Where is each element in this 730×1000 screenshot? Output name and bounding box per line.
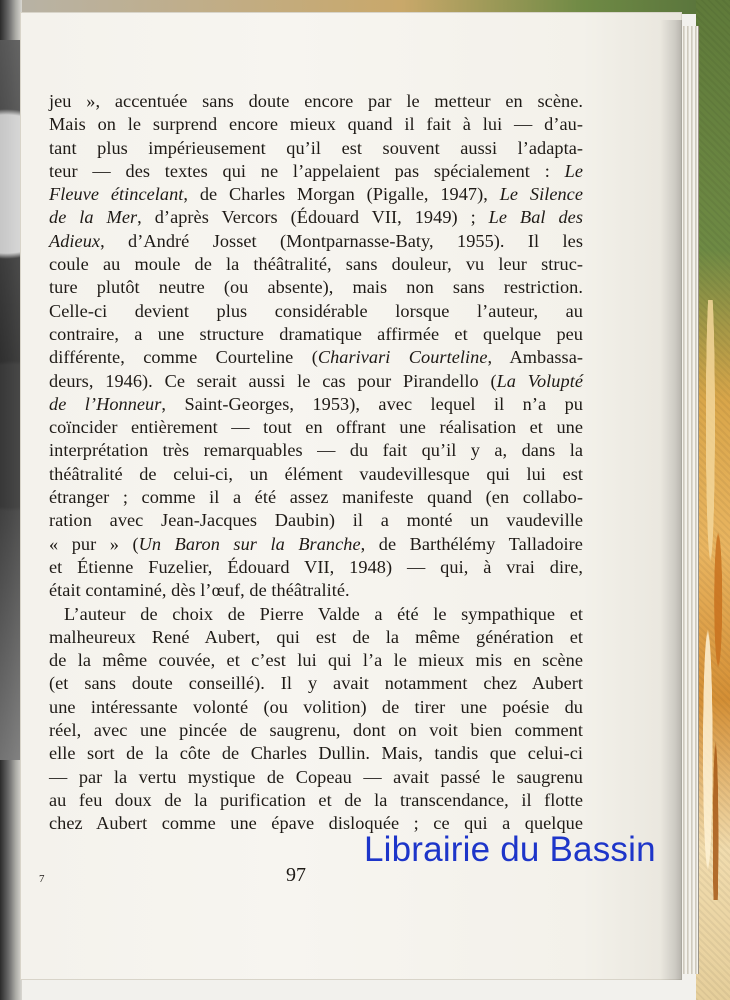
text-line: de la même couvée, et c’est lui qui l’a le mieux mis en scène xyxy=(49,650,583,671)
text-line: « pur » (Un Baron sur la Branche, de Barthélémy Talladoire xyxy=(49,533,583,554)
facing-page-edge xyxy=(0,0,22,1000)
signature-mark: 7 xyxy=(39,873,45,885)
gutter-shadow xyxy=(660,20,682,980)
text-line: contraire, a une structure dramatique affirmée et quelque peu xyxy=(49,323,583,344)
text-line: Adieux, d’André Josset (Montparnasse-Baty, 1955). Il les xyxy=(49,230,583,251)
text-line: L’auteur de choix de Pierre Valde a été le sympathique et xyxy=(64,603,583,624)
text-line: Celle-ci devient plus considérable lorsque l’auteur, au xyxy=(49,300,583,321)
text-line: Mais on le surprend encore mieux quand il fait à lui — d’au- xyxy=(49,114,583,135)
text-line: Fleuve étincelant, de Charles Morgan (Pigalle, 1947), Le Silence xyxy=(49,184,584,205)
text-line: ture plutôt neutre (ou absente), mais non sans restriction. xyxy=(49,277,583,298)
page-number: 97 xyxy=(286,864,306,886)
text-line: malheureux René Aubert, qui est de la même génération et xyxy=(49,626,583,647)
text-line: étranger ; comme il a été assez manifeste quand (en collabo- xyxy=(49,487,583,508)
text-line: coïncider entièrement — tout en offrant une réalisation et une xyxy=(49,417,583,438)
page-text-block xyxy=(49,90,583,836)
text-line: au feu doux de la purification et de la transcendance, il flotte xyxy=(49,789,583,810)
watermark-text: Librairie du Bassin xyxy=(364,830,656,869)
text-line: était contaminé, dès l’œuf, de théâtralité. xyxy=(49,580,350,601)
text-line: de l’Honneur, Saint-Georges, 1953), avec lequel il n’a pu xyxy=(49,393,583,414)
facing-page-photo xyxy=(0,40,20,760)
text-line: et Étienne Fuzelier, Édouard VII, 1948) — qui, à vrai dire, xyxy=(49,556,583,577)
text-line: interprétation très remarquables — du fait qu’il y a, dans la xyxy=(49,440,583,461)
text-line: teur — des textes qui ne l’appelaient pas spécialement : Le xyxy=(49,160,583,181)
text-line: réel, avec une pincée de saugrenu, dont on voit bien comment xyxy=(49,720,583,741)
text-line: une intéressante volonté (ou volition) de tirer une poésie du xyxy=(49,696,583,717)
text-line: coule au moule de la théâtralité, sans douleur, vu leur struc- xyxy=(49,254,583,275)
text-line: — par la vertu mystique de Copeau — avait passé le saugrenu xyxy=(49,766,583,787)
text-line: chez Aubert comme une épave disloquée ; ce qui a quelque xyxy=(49,813,583,834)
marbled-paper-pattern xyxy=(700,300,726,900)
text-line: de la Mer, d’après Vercors (Édouard VII, 1949) ; Le Bal des xyxy=(49,207,583,228)
text-line: ration avec Jean-Jacques Daubin) il a monté un vaudeville xyxy=(49,510,583,531)
text-line: elle sort de la côte de Charles Dullin. Mais, tandis que celui-ci xyxy=(49,743,583,764)
text-line: théâtralité de celui-ci, un élément vaudevillesque qui lui est xyxy=(49,463,583,484)
text-line: (et sans doute conseillé). Il y avait notamment chez Aubert xyxy=(49,673,583,694)
text-line: différente, comme Courteline (Charivari Courteline, Ambassa- xyxy=(49,347,583,368)
book-cover-marbled-edge xyxy=(696,0,730,1000)
text-line: jeu », accentuée sans doute encore par le metteur en scène. xyxy=(49,91,583,111)
text-line: tant plus impérieusement qu’il est souvent aussi l’adapta- xyxy=(49,137,583,158)
text-line: deurs, 1946). Ce serait aussi le cas pour Pirandello (La Volupté xyxy=(49,370,583,391)
